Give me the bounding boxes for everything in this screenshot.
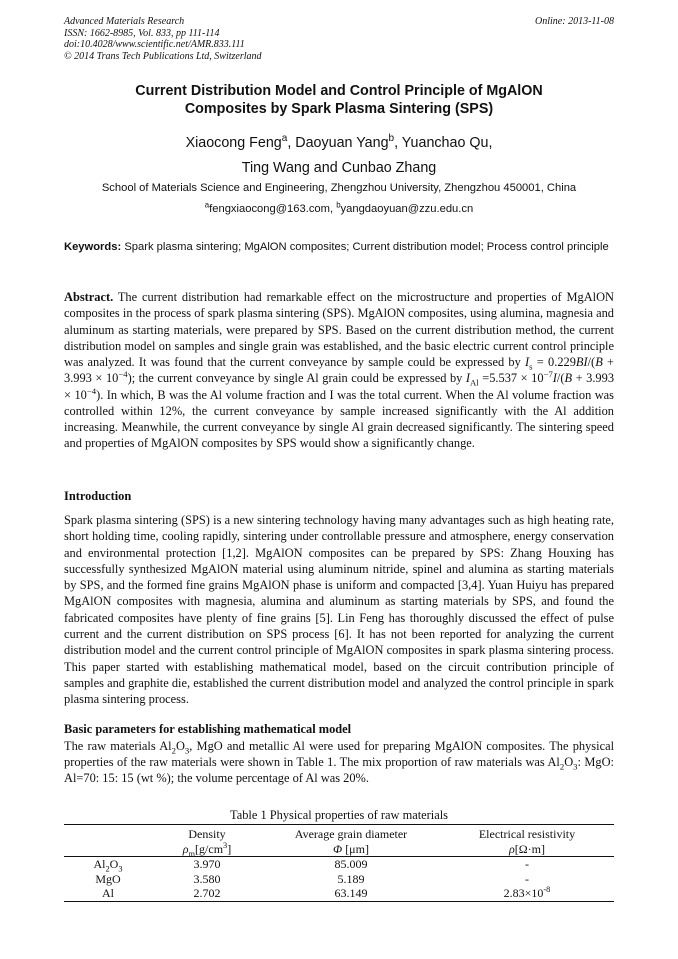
eq2-part-a: =5.537 × 10: [478, 371, 544, 386]
eq1-part-b: /(: [587, 355, 596, 369]
cell-diameter: 85.009: [334, 857, 368, 871]
issn-line: ISSN: 1662-8985, Vol. 833, pp 111-114: [64, 27, 220, 39]
keywords-text: Spark plasma sintering; MgAlON composites; Current distribution model; Process control principle: [124, 241, 609, 253]
resistivity-value: -: [525, 857, 529, 871]
header-resistivity: Electrical resistivity: [440, 825, 614, 842]
journal-name: Advanced Materials Research: [64, 16, 185, 27]
basic-text-3: : MgO: Al=70: 15: 15 (wt %); the volume percentage of Al was 20%.: [64, 755, 614, 786]
cell-material: [64, 886, 152, 901]
eq2-part-c: + 3.993 × 10: [64, 371, 615, 402]
eq2-exponent-2: −4: [86, 385, 97, 396]
basic-text-1: The raw materials Al: [64, 739, 172, 753]
eq1-current-sub: s: [529, 361, 533, 372]
author-2: Daoyuan Yang: [295, 135, 389, 151]
author-1: Xiaocong Feng: [185, 135, 282, 151]
affiliation: School of Materials Science and Engineering, Zhengzhou University, Zhengzhou 450001, China: [101, 182, 577, 194]
resistivity-unit: [Ω·m]: [514, 841, 545, 856]
author-1-mark: a: [281, 133, 288, 145]
abstract: [64, 289, 614, 452]
abstract-text-1: The current distribution had remarkable effect on the microstructure and properties of MgAlON composites in the process of spark plasma sintering (SPS). MgAlON composites, using alumina, magnesia and aluminum as starting materials, were prepared by SPS. Based on the current distribution method, the current distribution model on samples and single grain was established, and the basic electric current control principle was analyzed. It was found that the current conveyance by sample could be expressed by: [64, 290, 615, 369]
eq1-current-symbol: I: [525, 355, 530, 369]
material-text: O: [109, 857, 119, 871]
authors-line-2: Ting Wang and Cunbao Zhang: [241, 160, 437, 176]
density-symbol: ρ: [182, 841, 189, 856]
eq2-part-b: /(: [556, 371, 565, 386]
density-sup: 3: [223, 840, 228, 850]
email-b-mark: b: [336, 200, 341, 210]
eq1-part-c: + 3.993 × 10: [64, 355, 614, 386]
eq1-bi: BI: [575, 355, 588, 369]
header-grain-diameter: Average grain diameter: [262, 825, 440, 842]
title-line-2: Composites by Spark Plasma Sintering (SPS): [184, 101, 494, 117]
author-3: Yuanchao Qu,: [401, 135, 493, 151]
header-density: Density: [152, 825, 262, 842]
basic-parameters-heading: Basic parameters for establishing mathematical model: [64, 722, 352, 736]
table-row: [64, 886, 614, 901]
cell-resistivity: [440, 857, 614, 872]
eq2-i: I: [552, 371, 557, 386]
cell-material: [64, 872, 152, 887]
resistivity-symbol: ρ: [508, 841, 515, 856]
email-a-mark: a: [204, 200, 210, 210]
keywords-label: Keywords:: [64, 241, 122, 253]
table-caption: Table 1 Physical properties of raw materials: [230, 808, 448, 822]
table-row: [64, 857, 614, 872]
cell-resistivity: [440, 872, 614, 887]
abstract-label: Abstract.: [64, 290, 114, 304]
eq2-b: B: [564, 371, 573, 386]
author-list: [64, 131, 614, 181]
cell-density: 2.702: [152, 886, 262, 901]
units-resistivity: [440, 842, 614, 857]
email-a[interactable]: fengxiaocong@163.com,: [209, 203, 334, 215]
cell-density: 3.580: [193, 871, 221, 886]
abstract-text-2: ); the current conveyance by single Al grain could be expressed by: [127, 371, 463, 386]
introduction-text: Spark plasma sintering (SPS) is a new sintering technology having many advantages such as high heating rate, short holding time, cooling rapidly, sintering under controllable pressure and atmosphere, energy conservation and environmental protection [1,2]. MgAlON composites can be prepared by SPS: Zhang Houxing has successfully synthesized MgAlON material using aluminum nitride, spinel and alumina as starting materials by SPS, and the formed fine grains MgAlON phase is uniform and compacted [3,4]. Yuan Huiyu has prepared MgAlON composites with magnesia, alumina and aluminum as starting materials by SPS, and found the fabricated composites have plenty of fine grains [5]. Lin Feng has thoroughly discussed the effect of pulse current and the current distribution on SPS process [6]. It has not been reported for analyzing the current distribution model and the current control principle of MgAlON composites in spark plasma sintering process. This paper started with establishing mathematical model, based on the circuit contribution principle of samples and graphite die, established the current distribution model and analyzed the control principle in spark plasma sintering process.: [64, 513, 614, 707]
eq1-exponent: −4: [118, 369, 128, 380]
eq2-current-symbol: I: [465, 371, 471, 386]
authors-line-1: Xiaocong Feng$^a$, Daoyuan Yang$^b$, Yuanchao Qu,: [185, 133, 493, 151]
basic-sub-2: 3: [184, 745, 190, 756]
eq1-b: B: [595, 355, 603, 369]
copyright-line: © 2014 Trans Tech Publications Ltd, Switzerland: [64, 50, 262, 62]
material-text: Al: [93, 857, 106, 871]
cell-material: [64, 857, 152, 872]
basic-sub-3: 2: [559, 761, 565, 772]
table-header-row: [64, 825, 614, 842]
material-text: Al: [102, 886, 114, 900]
diameter-symbol: Φ: [333, 841, 343, 856]
table-units-row: [64, 842, 614, 857]
basic-text-o1: O: [175, 739, 185, 753]
density-close: ]: [227, 841, 232, 856]
paper-title: [64, 82, 614, 118]
introduction-heading: Introduction: [64, 489, 132, 503]
basic-parameters-text: [64, 738, 614, 787]
cell-resistivity: [440, 886, 614, 901]
eq2-current-sub: Al: [470, 377, 479, 388]
header-material: [64, 825, 152, 842]
author-emails: [64, 202, 614, 216]
cell-diameter: 5.189: [337, 871, 365, 886]
density-sub: m: [188, 848, 196, 858]
physical-properties-table: [64, 824, 614, 902]
density-unit: [g/cm: [195, 841, 224, 856]
resistivity-value: -: [525, 871, 529, 886]
basic-sub-1: 2: [171, 745, 176, 756]
author-2-mark: b: [388, 133, 395, 145]
units-grain-diameter: [262, 842, 440, 857]
cell-density: 3.970: [193, 857, 221, 871]
units-material: [64, 842, 152, 857]
resistivity-exponent: -8: [543, 885, 551, 894]
material-sub: 2: [105, 864, 110, 874]
basic-text-o2: O: [564, 755, 574, 770]
journal-header: [64, 16, 614, 62]
basic-text-2: , MgO and metallic Al were used for preparing MgAlON composites. The physical properties of the raw materials were shown in Table 1. The mix proportion of raw materials was Al: [64, 739, 615, 770]
basic-sub-4: 3: [573, 761, 578, 772]
online-date: Online: 2013-11-08: [535, 16, 614, 27]
material-sub: 3: [118, 864, 123, 874]
eq1-part-a: = 0.229: [532, 355, 576, 369]
units-density: [152, 842, 262, 857]
email-b[interactable]: yangdaoyuan@zzu.edu.cn: [340, 203, 474, 215]
table-row: [64, 872, 614, 887]
doi-line[interactable]: doi:10.4028/www.scientific.net/AMR.833.111: [64, 39, 245, 50]
material-text: MgO: [95, 871, 121, 886]
abstract-text-3: ). In which, B was the Al volume fraction and I was the total current. When the Al volume fraction was controlled within 12%, the current conveyance by sample increased significantly with the Al addition increasing. Meanwhile, the current conveyance by single Al grain decreased significantly. The sintering speed and properties of MgAlON composites by SPS would show a significantly change.: [64, 387, 614, 451]
cell-diameter: 63.149: [262, 886, 440, 901]
resistivity-value: 2.83×10: [503, 886, 544, 900]
diameter-unit: [μm]: [342, 841, 369, 856]
eq2-exponent-1: −7: [543, 369, 553, 380]
keywords: [64, 240, 614, 255]
title-line-1: Current Distribution Model and Control Principle of MgAlON: [135, 83, 543, 99]
